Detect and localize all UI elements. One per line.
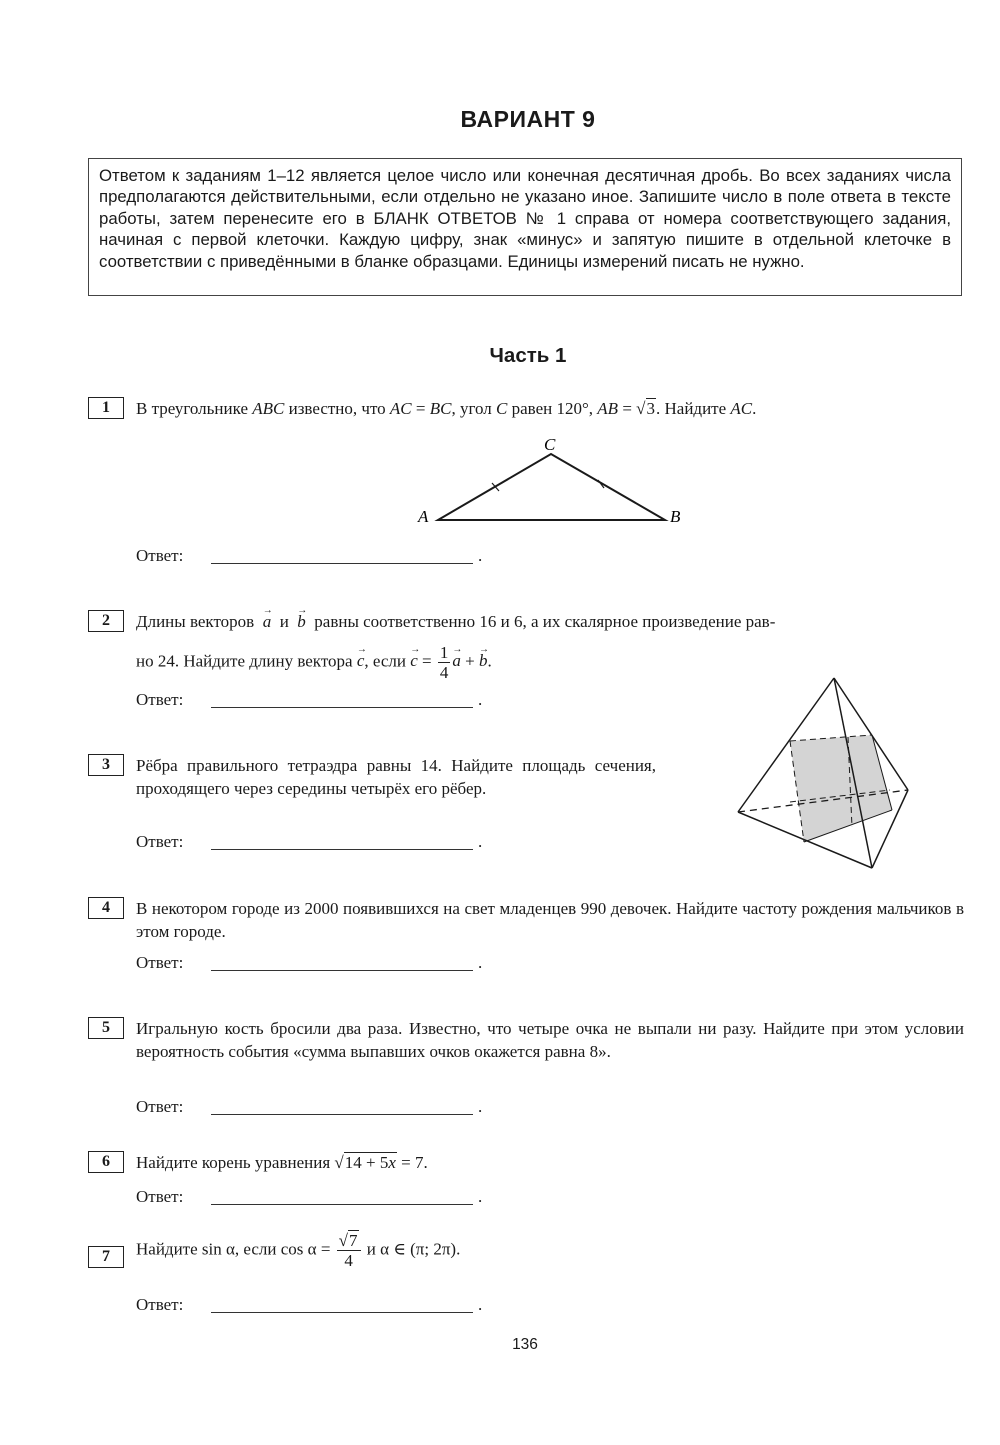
task-number: 5 [88, 1017, 124, 1039]
answer-field[interactable]: Ответ: . [136, 1097, 483, 1116]
answer-field[interactable]: Ответ: . [136, 953, 483, 972]
task-6-text: Найдите корень уравнения √14 + 5x = 7. [136, 1153, 428, 1172]
answer-field[interactable]: Ответ: . [136, 690, 483, 709]
task-number: 1 [88, 397, 124, 419]
answer-field[interactable]: Ответ: . [136, 1187, 483, 1206]
page-number: 136 [512, 1336, 538, 1353]
task-4-text: В некотором городе из 2000 появившихся на свет младенцев 990 девочек. Найдите частоту рождения мальчиков в этом городе. [136, 899, 964, 941]
instructions-box: Ответом к заданиям 1–12 является целое число или конечная десятичная дробь. Во всех заданиях числа предполагаются действительными, если отдельно не указано иное. Запишите число в поле ответа в тексте работы, затем перенесите его в БЛАНК ОТВЕТОВ № 1 справа от номера соответствующего задания, начиная с первой клеточки. Каждую цифру, знак «минус» и запятую пишите в отдельной клеточке в соответствии с приведёнными в бланке образцами. Единицы измерений писать не нужно. [88, 158, 962, 296]
task-number: 7 [88, 1246, 124, 1268]
task-number: 4 [88, 897, 124, 919]
answer-field[interactable]: Ответ: . [136, 546, 483, 565]
answer-field[interactable]: Ответ: . [136, 1295, 483, 1314]
task-2-line-2: но 24. Найдите длину вектора → c, если → c = $\frac{1}{4}$ → a + → b. [136, 644, 736, 681]
answer-field[interactable]: Ответ: . [136, 832, 483, 851]
task-number: 3 [88, 754, 124, 776]
task-2-line-1: Длины векторов → a и → b равны соответственно 16 и 6, а их скалярное произведение рав- [136, 610, 966, 633]
task-number: 6 [88, 1151, 124, 1173]
vertex-a-label: A [418, 507, 429, 526]
task-number: 2 [88, 610, 124, 632]
variant-title: ВАРИАНТ 9 [460, 106, 596, 132]
triangle-figure [410, 436, 700, 531]
tetrahedron-figure [730, 670, 970, 880]
task-3-text: Рёбра правильного тетраэдра равны 14. Найдите площадь сечения, проходящего через середины четырёх его рёбер. [136, 756, 656, 798]
task-5-text: Игральную кость бросили два раза. Известно, что четыре очка не выпали ни разу. Найдите при этом условии вероятность события «сумма выпавших очков окажется равна 8». [136, 1019, 964, 1061]
vertex-c-label: C [544, 436, 556, 454]
part-title: Часть 1 [489, 344, 567, 367]
task-7-text: Найдите sin α, если cos α = $\frac{√7}{4}$ и α ∈ (π; 2π). [136, 1231, 461, 1270]
vertex-b-label: B [670, 507, 681, 526]
task-1-text: В треугольнике ABC известно, что AC = BC, угол C равен 120°, AB = √3. Найдите AC. [136, 399, 757, 418]
